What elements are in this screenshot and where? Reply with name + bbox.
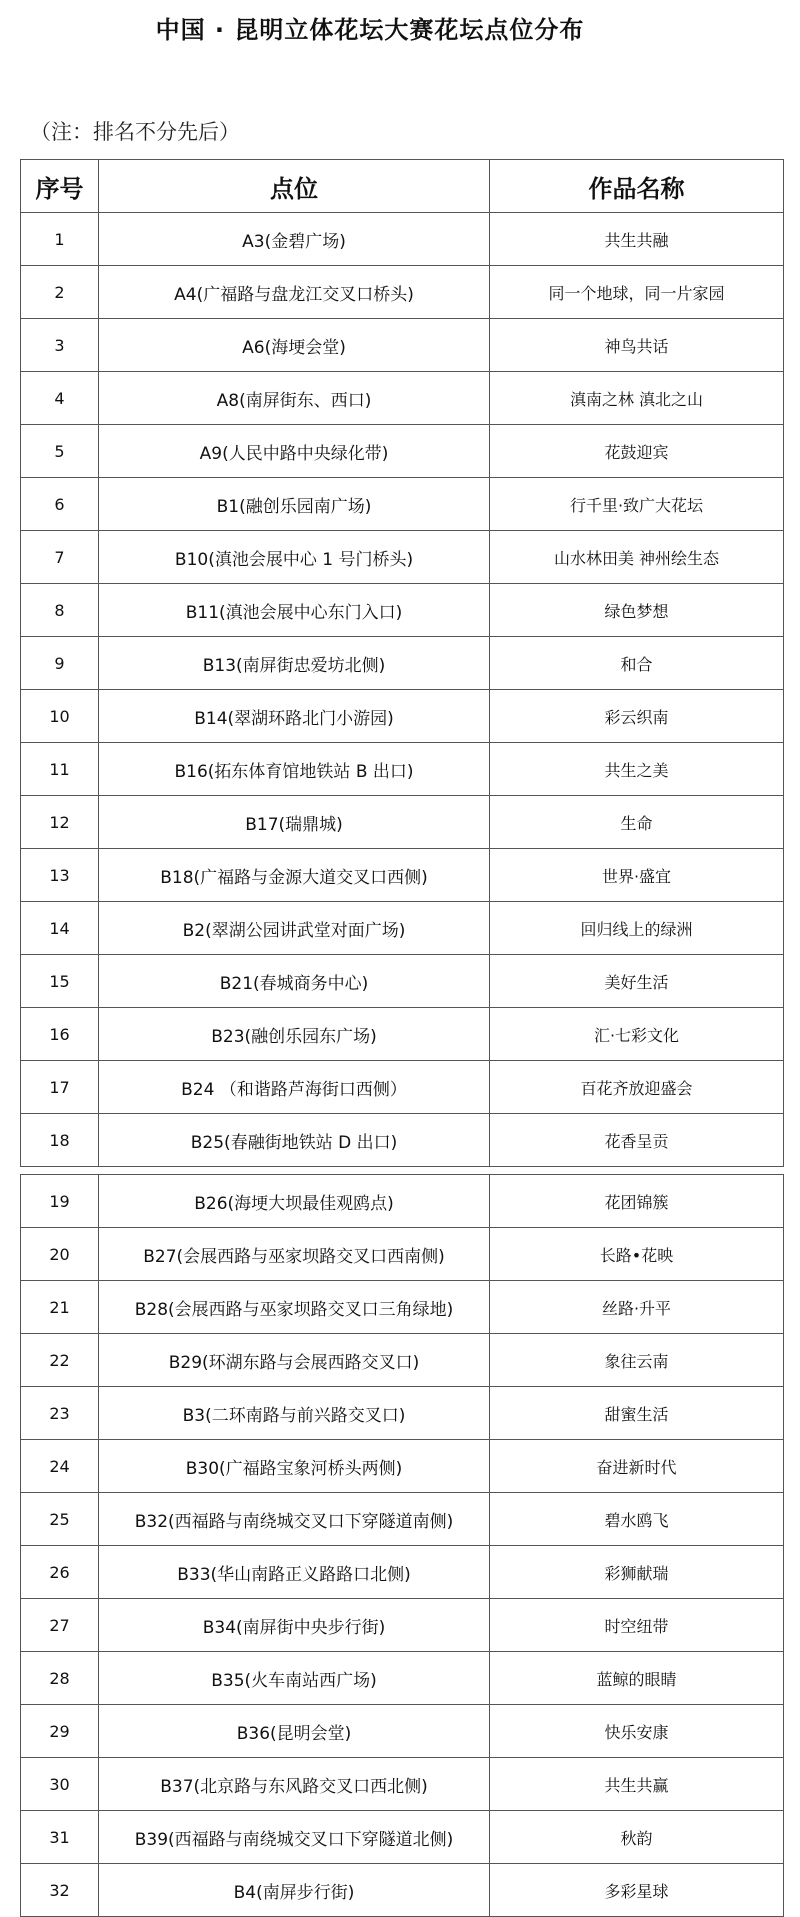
row-location: B35(火车南站西广场) [99,1652,490,1705]
row-number: 9 [21,637,99,690]
table-row [21,743,784,796]
row-number: 12 [21,796,99,849]
table-row [21,1440,784,1493]
row-number: 15 [21,955,99,1008]
row-work-name: 象往云南 [490,1334,784,1387]
table-row [21,531,784,584]
table-row [21,372,784,425]
row-location: B24 （和谐路芦海街口西侧） [99,1061,490,1114]
row-work-name: 甜蜜生活 [490,1387,784,1440]
row-number: 5 [21,425,99,478]
row-work-name: 花香呈贡 [490,1114,784,1167]
table-row [21,1811,784,1864]
row-work-name: 花团锦簇 [490,1175,784,1228]
row-location: A8(南屏街东、西口) [99,372,490,425]
row-location: B36(昆明会堂) [99,1705,490,1758]
header-location: 点位 [99,160,490,213]
row-location: B29(环湖东路与会展西路交叉口) [99,1334,490,1387]
table-row [21,1334,784,1387]
row-number: 32 [21,1864,99,1917]
table-row [21,478,784,531]
row-location: B14(翠湖环路北门小游园) [99,690,490,743]
row-location: B34(南屏街中央步行街) [99,1599,490,1652]
row-number: 14 [21,902,99,955]
table-row [21,213,784,266]
table-row [21,1387,784,1440]
table-row [21,955,784,1008]
row-number: 31 [21,1811,99,1864]
row-work-name: 共生之美 [490,743,784,796]
row-number: 24 [21,1440,99,1493]
row-number: 10 [21,690,99,743]
row-location: A4(广福路与盘龙江交叉口桥头) [99,266,490,319]
row-work-name: 山水林田美 神州绘生态 [490,531,784,584]
row-location: B1(融创乐园南广场) [99,478,490,531]
row-number: 2 [21,266,99,319]
row-work-name: 回归线上的绿洲 [490,902,784,955]
note-text: （注：排名不分先后） [30,120,240,144]
row-location: B13(南屏街忠爱坊北侧) [99,637,490,690]
row-work-name: 彩云织南 [490,690,784,743]
table-row [21,1546,784,1599]
table-row [21,690,784,743]
row-number: 8 [21,584,99,637]
table-row [21,1652,784,1705]
table-row [21,1061,784,1114]
table-row [21,849,784,902]
row-location: B21(春城商务中心) [99,955,490,1008]
row-location: B30(广福路宝象河桥头两侧) [99,1440,490,1493]
row-location: B17(瑞鼎城) [99,796,490,849]
table-row [21,1175,784,1228]
header-no: 序号 [21,160,99,213]
row-work-name: 彩狮献瑞 [490,1546,784,1599]
table-row [21,637,784,690]
row-number: 28 [21,1652,99,1705]
row-number: 23 [21,1387,99,1440]
table-row [21,1114,784,1167]
row-work-name: 美好生活 [490,955,784,1008]
header-work: 作品名称 [490,160,784,213]
row-location: B26(海埂大坝最佳观鸥点) [99,1175,490,1228]
row-number: 30 [21,1758,99,1811]
row-work-name: 神鸟共话 [490,319,784,372]
row-work-name: 世界·盛宜 [490,849,784,902]
table-header-row [21,160,784,213]
row-work-name: 同一个地球，同一片家园 [490,266,784,319]
location-table-part-2 [20,1174,784,1917]
table-row [21,319,784,372]
table-row [21,1008,784,1061]
row-number: 1 [21,213,99,266]
row-number: 7 [21,531,99,584]
table-row [21,1864,784,1917]
row-location: B28(会展西路与巫家坝路交叉口三角绿地) [99,1281,490,1334]
row-number: 29 [21,1705,99,1758]
row-work-name: 花鼓迎宾 [490,425,784,478]
row-work-name: 共生共融 [490,213,784,266]
row-number: 25 [21,1493,99,1546]
row-work-name: 行千里·致广大花坛 [490,478,784,531]
row-number: 20 [21,1228,99,1281]
row-number: 3 [21,319,99,372]
row-location: A3(金碧广场) [99,213,490,266]
row-location: B33(华山南路正义路路口北侧) [99,1546,490,1599]
table-row [21,1281,784,1334]
row-number: 22 [21,1334,99,1387]
table-row [21,584,784,637]
row-number: 21 [21,1281,99,1334]
table-row [21,902,784,955]
row-location: B18(广福路与金源大道交叉口西侧) [99,849,490,902]
table-row [21,1758,784,1811]
row-location: B25(春融街地铁站 D 出口) [99,1114,490,1167]
row-location: B2(翠湖公园讲武堂对面广场) [99,902,490,955]
row-location: B10(滇池会展中心 1 号门桥头) [99,531,490,584]
table-row [21,266,784,319]
row-work-name: 奋进新时代 [490,1440,784,1493]
row-location: B4(南屏步行街) [99,1864,490,1917]
row-work-name: 长路•花映 [490,1228,784,1281]
row-number: 27 [21,1599,99,1652]
row-work-name: 汇·七彩文化 [490,1008,784,1061]
row-location: B39(西福路与南绕城交叉口下穿隧道北侧) [99,1811,490,1864]
row-location: B11(滇池会展中心东门入口) [99,584,490,637]
row-location: B16(拓东体育馆地铁站 B 出口) [99,743,490,796]
row-work-name: 丝路·升平 [490,1281,784,1334]
row-work-name: 共生共赢 [490,1758,784,1811]
row-location: A6(海埂会堂) [99,319,490,372]
row-location: B27(会展西路与巫家坝路交叉口西南侧) [99,1228,490,1281]
table-row [21,1599,784,1652]
row-work-name: 碧水鸥飞 [490,1493,784,1546]
row-work-name: 时空纽带 [490,1599,784,1652]
row-location: B32(西福路与南绕城交叉口下穿隧道南侧) [99,1493,490,1546]
row-work-name: 百花齐放迎盛会 [490,1061,784,1114]
row-number: 26 [21,1546,99,1599]
page-title: 中国 · 昆明立体花坛大赛花坛点位分布 [155,16,585,44]
row-work-name: 多彩星球 [490,1864,784,1917]
row-location: B23(融创乐园东广场) [99,1008,490,1061]
row-number: 6 [21,478,99,531]
location-table-part-1 [20,159,784,1167]
table-row [21,796,784,849]
row-work-name: 绿色梦想 [490,584,784,637]
table-row [21,1228,784,1281]
row-number: 13 [21,849,99,902]
row-work-name: 秋韵 [490,1811,784,1864]
table-row [21,1493,784,1546]
row-work-name: 滇南之林 滇北之山 [490,372,784,425]
table-row [21,425,784,478]
row-location: B3(二环南路与前兴路交叉口) [99,1387,490,1440]
row-location: A9(人民中路中央绿化带) [99,425,490,478]
row-location: B37(北京路与东风路交叉口西北侧) [99,1758,490,1811]
row-number: 19 [21,1175,99,1228]
row-number: 17 [21,1061,99,1114]
row-number: 11 [21,743,99,796]
table-row [21,1705,784,1758]
row-work-name: 蓝鲸的眼睛 [490,1652,784,1705]
row-work-name: 生命 [490,796,784,849]
row-number: 16 [21,1008,99,1061]
row-number: 18 [21,1114,99,1167]
row-work-name: 快乐安康 [490,1705,784,1758]
row-number: 4 [21,372,99,425]
row-work-name: 和合 [490,637,784,690]
